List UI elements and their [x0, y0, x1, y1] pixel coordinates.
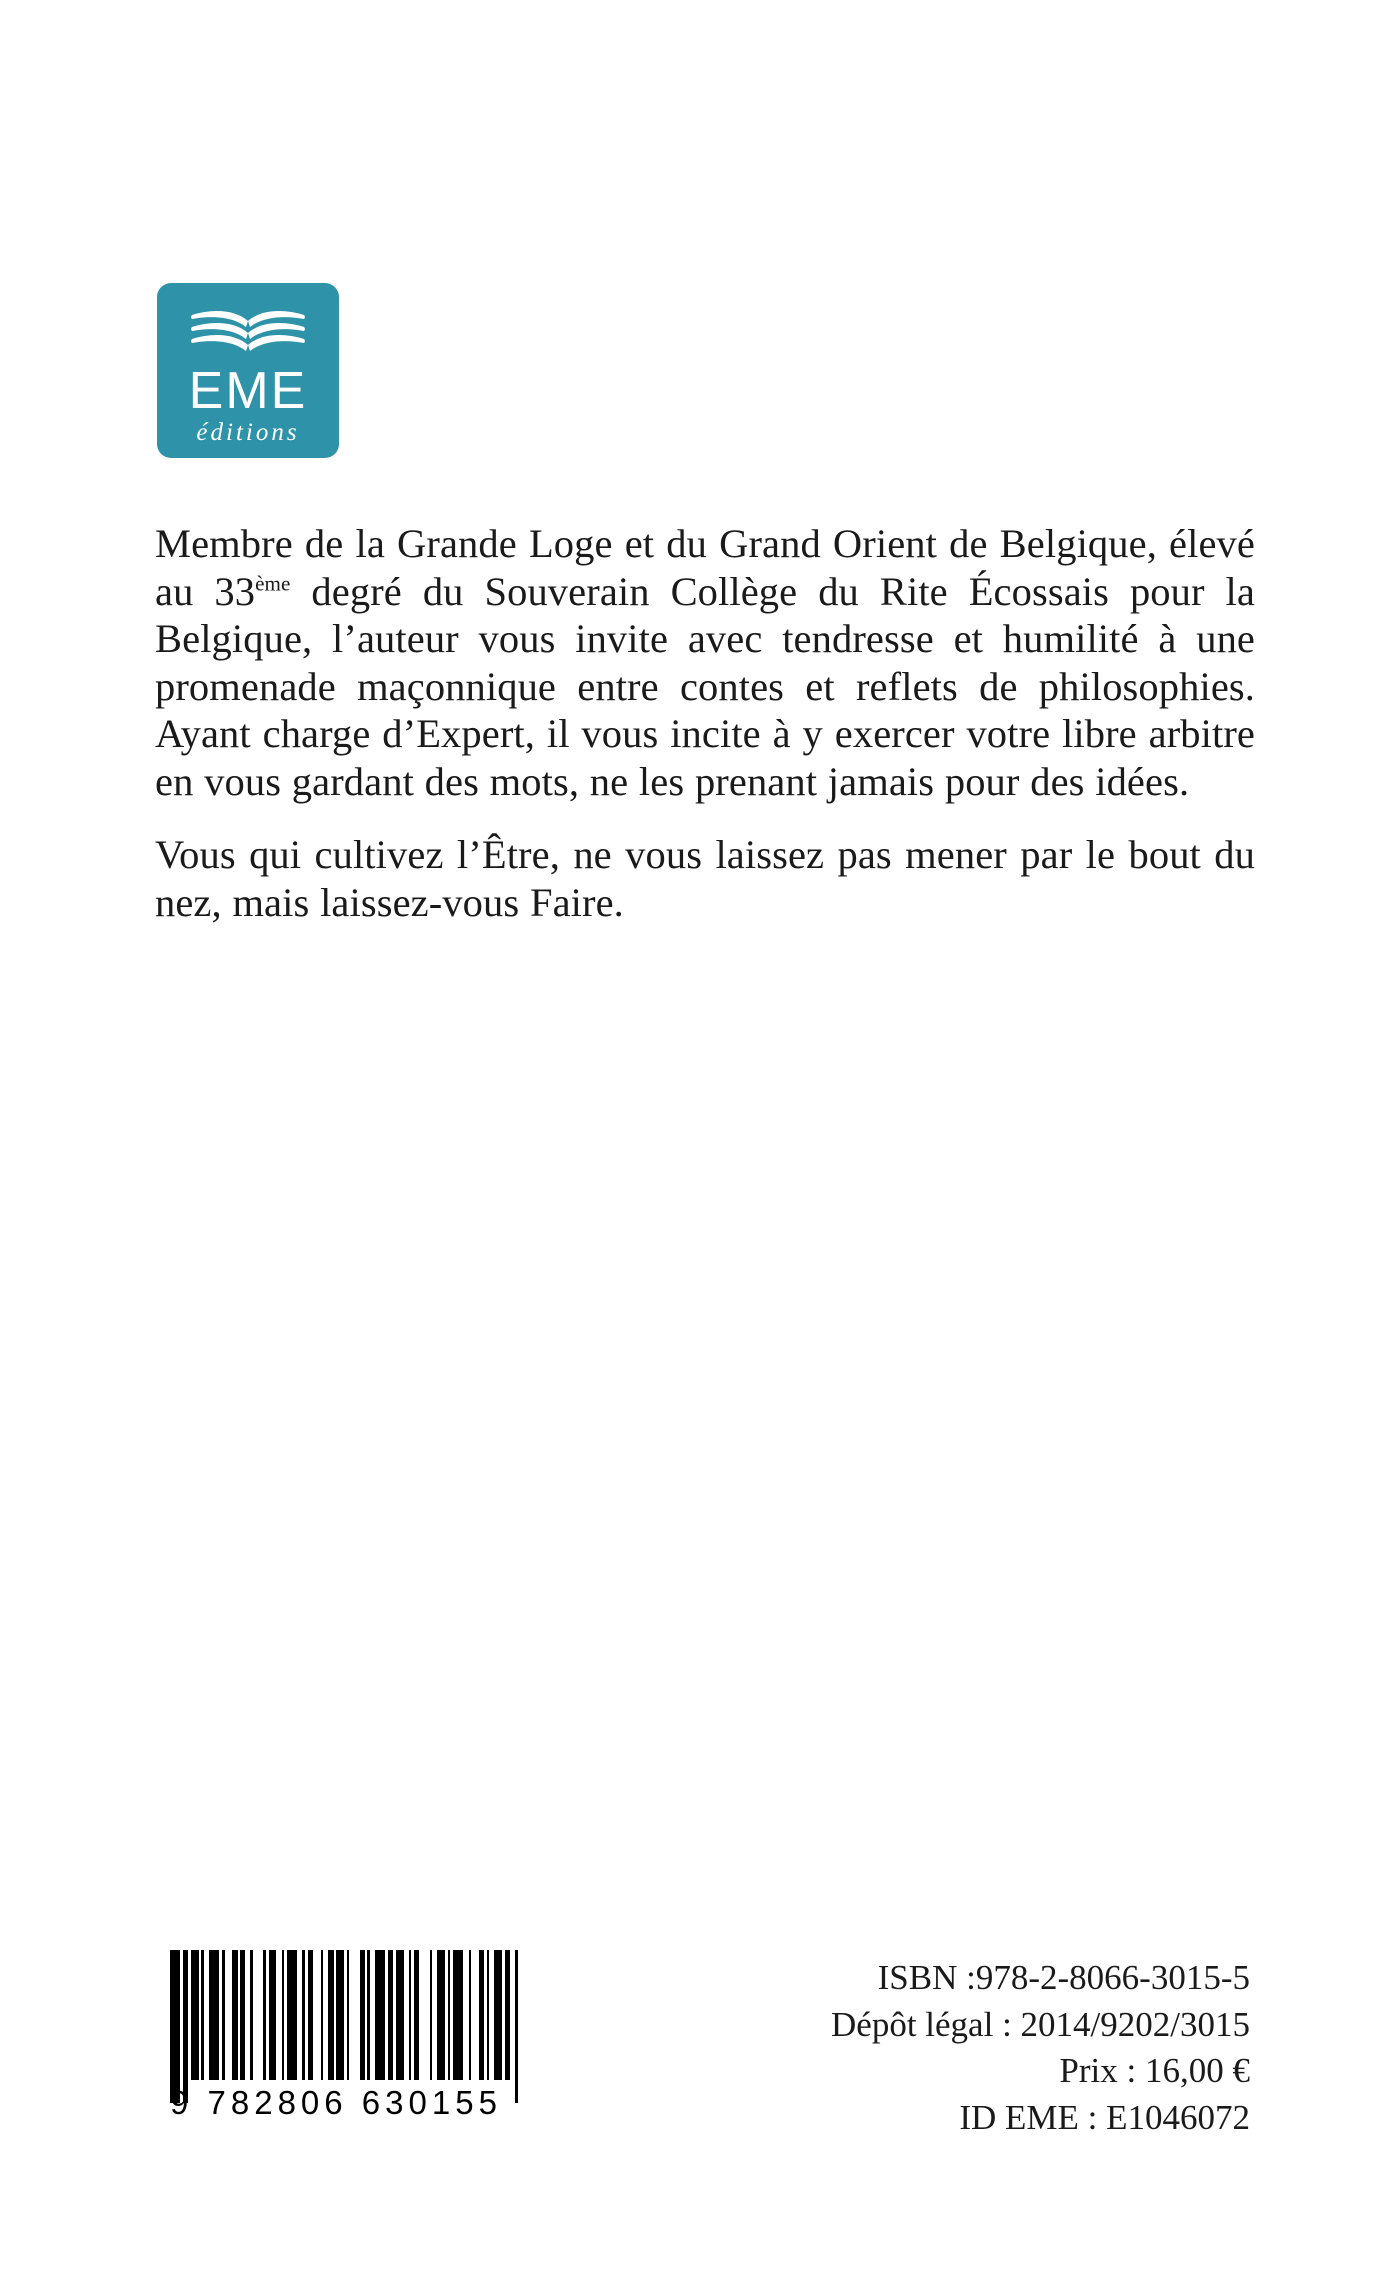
legal-deposit-line: Dépôt légal : 2014/9202/3015 — [831, 2004, 1250, 2044]
barcode-bar — [471, 1950, 479, 2080]
colophon — [831, 1955, 1250, 2141]
barcode-digits: 9 782806 630155 — [170, 2084, 502, 2121]
barcode-bar — [349, 1950, 359, 2080]
blurb-p1-part2: degré du Souverain Collège du Rite Écossais pour la Belgique, l’auteur vous invite avec tendresse et humilité à une promenade maçonnique entre contes et reflets de philosophies. Ayant charge d’Expert, il vous incite à y exercer votre libre arbitre en vous gardant des mots, ne les prenant jamais pour des idées. — [155, 568, 1255, 804]
publisher-subtitle: éditions — [196, 419, 300, 446]
barcode-bar — [336, 1950, 344, 2080]
barcode-bar — [313, 1950, 321, 2080]
price-line: Prix : 16,00 € — [1059, 2051, 1250, 2091]
barcode-bar — [437, 1950, 445, 2080]
id-line: ID EME : E1046072 — [959, 2097, 1250, 2137]
publisher-logo — [157, 283, 339, 458]
barcode-bar — [419, 1950, 429, 2080]
barcode-bar — [269, 1950, 277, 2080]
barcode-bar — [225, 1950, 233, 2080]
blurb-paragraph-2: Vous qui cultivez l’Être, ne vous laissez pas mener par le bout du nez, mais laissez-vous Faire. — [155, 832, 1255, 926]
barcode-bar — [287, 1950, 297, 2080]
blurb-text — [155, 520, 1255, 927]
blurb-p1-part1: Membre de la Grande Loge et du Grand Orient de Belgique, élevé au 33 — [155, 521, 1255, 614]
barcode-bar — [170, 1950, 180, 2103]
barcode-bar — [191, 1950, 199, 2080]
open-book-icon — [188, 307, 308, 367]
blurb-paragraph-1 — [155, 520, 1255, 805]
isbn-line: ISBN :978-2-8066-3015-5 — [877, 1958, 1250, 1997]
barcode — [170, 1950, 550, 2122]
barcode-bar — [494, 1950, 502, 2080]
blurb-p1-superscript: ème — [255, 571, 291, 596]
publisher-name: EME — [188, 362, 308, 420]
barcode-bar — [209, 1950, 219, 2080]
barcode-bar — [518, 1950, 528, 2103]
barcode-bar — [396, 1950, 404, 2080]
barcode-bar — [453, 1950, 463, 2080]
barcode-bars — [170, 1950, 550, 2080]
barcode-bar — [375, 1950, 385, 2080]
barcode-bar — [253, 1950, 263, 2080]
